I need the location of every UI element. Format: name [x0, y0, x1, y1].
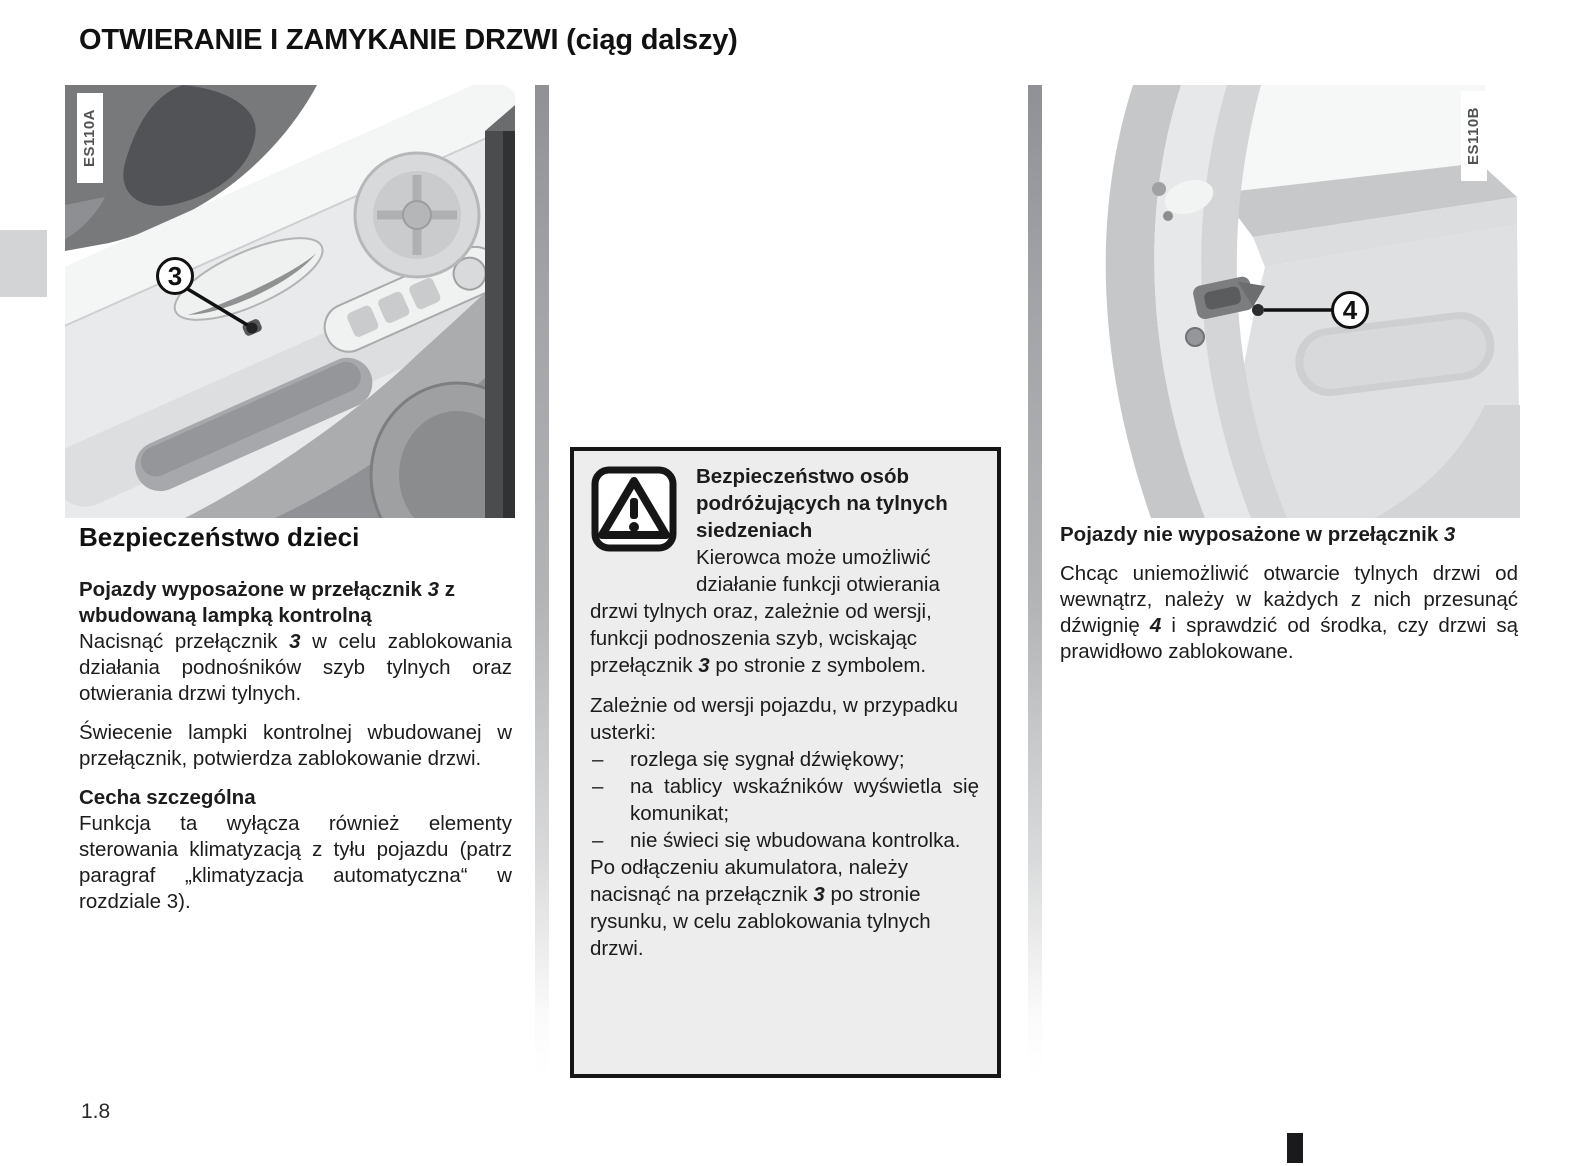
figure-code-label-left: ES110A [77, 93, 103, 183]
sub-heading-special-feature: Cecha szczególna [79, 786, 256, 809]
paragraph: Nacisnąć przełącznik 3 w celu zablokowania działania podnośników szyb tylnych oraz otwierania drzwi tylnych. [79, 630, 512, 705]
figure-code-label-right: ES110B [1461, 91, 1487, 181]
paragraph: Chcąc uniemożliwić otwarcie tylnych drzwi od wewnątrz, należy w każdych z nich przesunąć dźwignię 4 i sprawdzić od środka, czy drzwi są prawidłowo zablokowane. [1060, 562, 1519, 663]
column-divider-left [535, 85, 549, 1077]
page-number: 1.8 [81, 1100, 111, 1123]
rear-door-edge-illustration [1055, 85, 1520, 518]
callout-3-number: 3 [167, 261, 183, 291]
page-title: OTWIERANIE I ZAMYKANIE DRZWI (ciąg dalszy) [79, 24, 738, 56]
paragraph: Świecenie lampki kontrolnej wbudowanej w przełącznik, potwierdza zablokowanie drzwi. [79, 721, 512, 770]
column-divider-right [1028, 85, 1042, 1077]
list-item: – rozlega się sygnał dźwiękowy; [592, 748, 905, 771]
warning-box [570, 447, 1001, 1078]
warning-paragraph-3: Po odłączeniu akumulatora, należy nacisnąć na przełącznik 3 po stronie rysunku, w celu zablokowania tylnych drzwi. [590, 856, 931, 960]
sub-heading-switch-equipped: Pojazdy wyposażone w przełącznik 3 z wbudowaną lampką kontrolną [79, 578, 455, 627]
warning-icon [590, 465, 684, 571]
child-safety-section [79, 522, 512, 928]
section-index-marker [1287, 1133, 1303, 1163]
warning-paragraph-1: Kierowca może umożliwić działanie funkcji otwierania drzwi tylnych oraz, zależnie od wersji, funkcji podnoszenia szyb, wciskając przełącznik 3 po stronie z symbolem. [590, 546, 940, 677]
section-heading: Bezpieczeństwo dzieci [79, 522, 360, 552]
list-item: – na tablicy wskaźników wyświetla się komunikat; [592, 775, 979, 825]
paragraph: Funkcja ta wyłącza również elementy sterowania klimatyzacją z tyłu pojazdu (patrz paragraf „klimatyzacja automatyczna“ w rozdziale 3). [79, 812, 512, 913]
warning-paragraph-2: Zależnie od wersji pojazdu, w przypadku usterki: [590, 694, 959, 744]
warning-title: Bezpieczeństwo osób podróżujących na tylnych siedzeniach [696, 465, 948, 542]
front-door-panel-figure [65, 85, 515, 518]
list-item: – nie świeci się wbudowana kontrolka. [592, 829, 961, 852]
sub-heading-no-switch: Pojazdy nie wyposażone w przełącznik 3 [1060, 523, 1456, 546]
chapter-edge-tab [0, 230, 47, 297]
rear-door-edge-figure [1055, 85, 1520, 518]
callout-4-number: 4 [1342, 295, 1358, 325]
front-door-panel-illustration [65, 85, 515, 518]
warning-fault-list [590, 746, 979, 854]
no-switch-section [1060, 522, 1518, 678]
